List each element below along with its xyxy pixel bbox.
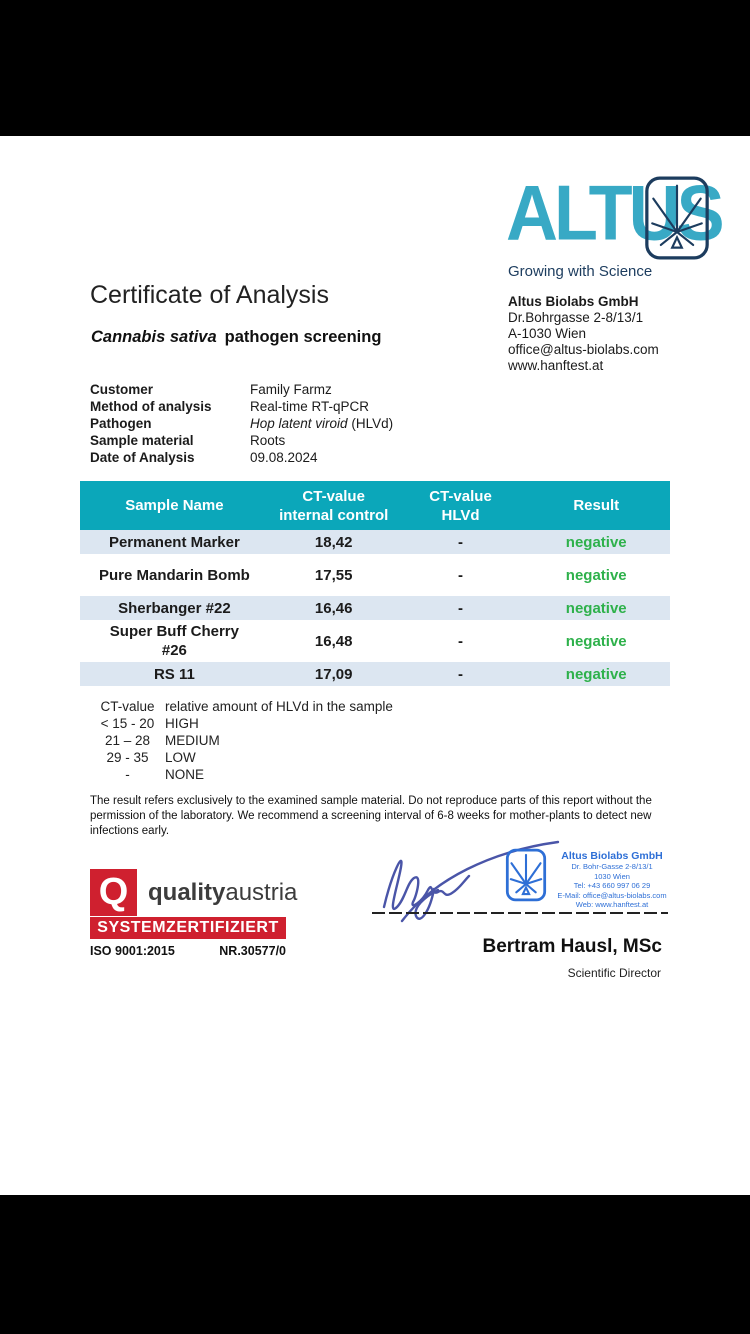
altus-wordmark: ALTUS [506,170,721,257]
info-row-customer [90,381,393,398]
material-label: Sample material [90,433,194,448]
stamp-hemp-plant-icon [505,848,547,902]
result-badge: negative [565,599,627,617]
signature-line [372,912,668,914]
ct-value-legend [90,698,393,783]
lab-email: office@altus-biolabs.com [508,342,659,357]
customer-label: Customer [90,382,154,397]
result-badge: negative [565,566,627,584]
results-table [80,481,670,686]
result-badge: negative [565,632,627,650]
table-row: Permanent Marker 18,42 - negative [80,530,670,554]
page-subtitle [91,328,381,347]
lab-address-block [508,294,659,374]
iso-certification-row [90,944,286,958]
logo-tagline: Growing with Science [508,263,653,280]
pathogen-value: Hop latent viroid (HLVd) [250,416,394,431]
results-table-header [80,481,670,530]
quality-austria-q-logo: Q [90,869,137,916]
header-ct-hlvd: CT-value HLVd [429,487,492,524]
lab-website: www.hanftest.at [508,358,604,373]
table-row: Pure Mandarin Bomb 17,55 - negative [80,554,670,596]
info-row-date [90,449,393,466]
stamp-text-block [553,848,671,910]
table-row: Sherbanger #22 16,46 - negative [80,596,670,620]
quality-austria-brand: qualityaustria [148,879,298,906]
info-row-method [90,398,393,415]
iso-standard: ISO 9001:2015 [90,944,175,958]
lab-street: Dr.Bohrgasse 2-8/13/1 [508,310,644,325]
info-row-material [90,432,393,449]
certificate-page [0,136,750,1195]
header-ct-internal: CT-value internal control [279,487,389,524]
sample-info-block [90,381,393,466]
legend-row: - NONE [125,767,205,782]
method-label: Method of analysis [90,399,212,414]
date-value: 09.08.2024 [250,450,318,465]
result-badge: negative [565,533,627,551]
info-row-pathogen [90,415,393,432]
table-row: Super Buff Cherry #26 16,48 - negative [80,620,670,662]
pathogen-label: Pathogen [90,416,152,431]
lab-city: A-1030 Wien [508,326,587,341]
certificate-number: NR.30577/0 [219,944,286,958]
disclaimer-text: The result refers exclusively to the examined sample material. Do not reproduce parts of this report without the permission of the laboratory. We recommend a screening interval of 6-8 weeks for mother-plants to detect new infections early. [90,795,652,837]
legend-row: < 15 - 20 HIGH [100,716,199,731]
legend-header: CT-value relative amount of HLVd in the sample [100,699,393,714]
result-badge: negative [565,665,627,683]
company-stamp [505,848,671,910]
lab-name: Altus Biolabs GmbH [508,294,639,309]
stamp-city: 1030 Wien [594,871,630,881]
header-result: Result [573,497,620,514]
header-sample-name: Sample Name [125,497,224,514]
customer-value: Family Farmz [250,382,332,397]
stamp-phone: Tel: +43 660 997 06 29 [573,881,651,890]
stamp-website: Web: www.hanftest.at [575,900,649,909]
date-label: Date of Analysis [90,450,195,465]
signatory-name: Bertram Hausl, MSc [482,936,662,957]
hemp-plant-icon [644,176,710,260]
stamp-street: Dr. Bohr-Gasse 2-8/13/1 [571,862,653,871]
signatory-role: Scientific Director [567,966,661,980]
legend-row: 29 - 35 LOW [106,750,196,765]
stamp-company-name: Altus Biolabs GmbH [561,850,663,862]
legend-row: 21 – 28 MEDIUM [104,733,220,748]
table-row: RS 11 17,09 - negative [80,662,670,686]
stamp-email: E-Mail: office@altus-biolabs.com [557,890,667,900]
subtitle-species: Cannabis sativa [91,328,217,346]
subtitle-rest: pathogen screening [224,328,382,346]
page-title: Certificate of Analysis [90,281,329,309]
method-value: Real-time RT-qPCR [250,399,370,414]
material-value: Roots [250,433,286,448]
system-certified-banner: SYSTEMZERTIFIZIERT [90,917,286,939]
